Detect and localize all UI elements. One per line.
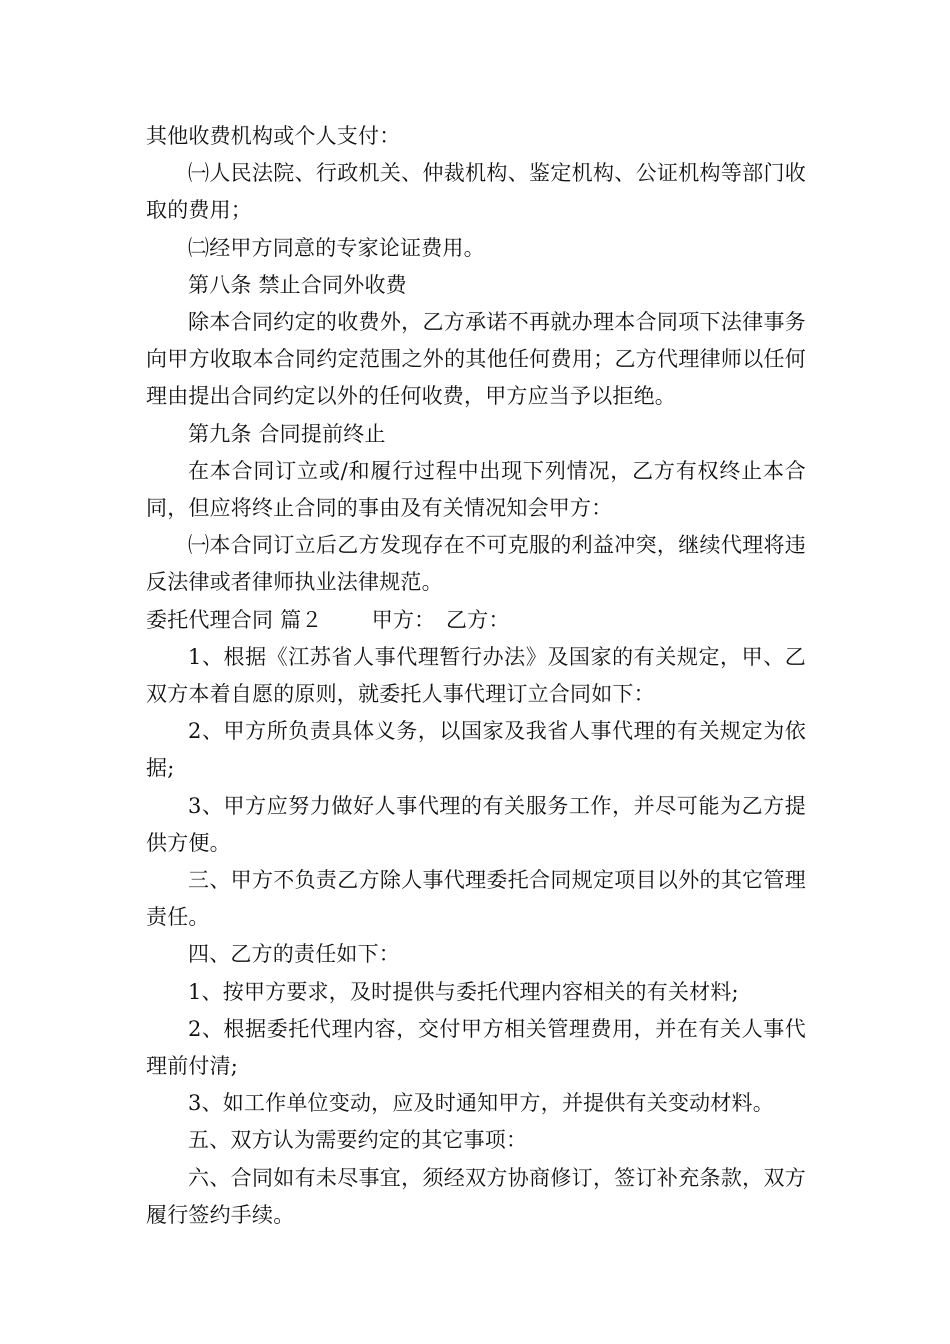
article-9-item-1: ㈠本合同订立后乙方发现存在不可克服的利益冲突，继续代理将违反法律或者律师执业法律规范。	[146, 533, 806, 595]
article-8-body: 除本合同约定的收费外，乙方承诺不再就办理本合同项下法律事务向甲方收取本合同约定范围之外的其他任何费用；乙方代理律师以任何理由提出合同约定以外的任何收费，甲方应当予以拒绝。	[146, 310, 806, 409]
clause-1: 1、根据《江苏省人事代理暂行办法》及国家的有关规定，甲、乙双方本着自愿的原则，就委托人事代理订立合同如下：	[146, 644, 806, 707]
clause-2: 2、甲方所负责具体义务，以国家及我省人事代理的有关规定为依据;	[146, 719, 806, 781]
clause-3: 3、甲方应努力做好人事代理的有关服务工作，并尽可能为乙方提供方便。	[146, 793, 806, 855]
section-5: 五、双方认为需要约定的其它事项：	[188, 1128, 528, 1153]
article-9-body: 在本合同订立或/和履行过程中出现下列情况，乙方有权终止本合同，但应将终止合同的事由及有关情况知会甲方：	[146, 458, 806, 521]
section-4-item-1: 1、按甲方要求，及时提供与委托代理内容相关的有关材料;	[188, 979, 739, 1004]
contract-2-title: 委托代理合同 篇２ 甲方： 乙方：	[146, 607, 510, 632]
article-9-heading: 第九条 合同提前终止	[188, 421, 386, 446]
document-body	[146, 118, 806, 1234]
paragraph-item-1-court-fees: ㈠人民法院、行政机关、仲裁机构、鉴定机构、公证机构等部门收取的费用；	[146, 161, 806, 223]
section-6: 六、合同如有未尽事宜，须经双方协商修订，签订补充条款，双方履行签约手续。	[146, 1165, 806, 1227]
section-4-heading: 四、乙方的责任如下：	[188, 942, 400, 967]
section-3: 三、甲方不负责乙方除人事代理委托合同规定项目以外的其它管理责任。	[146, 868, 806, 930]
section-4-item-2: 2、根据委托代理内容，交付甲方相关管理费用，并在有关人事代理前付清;	[146, 1016, 806, 1079]
paragraph-item-2-expert-fees: ㈡经甲方同意的专家论证费用。	[188, 235, 485, 260]
section-4-item-3: 3、如工作单位变动，应及时通知甲方，并提供有关变动材料。	[188, 1091, 774, 1116]
paragraph-fee-payers: 其他收费机构或个人支付：	[146, 124, 401, 148]
article-8-heading: 第八条 禁止合同外收费	[188, 272, 407, 297]
